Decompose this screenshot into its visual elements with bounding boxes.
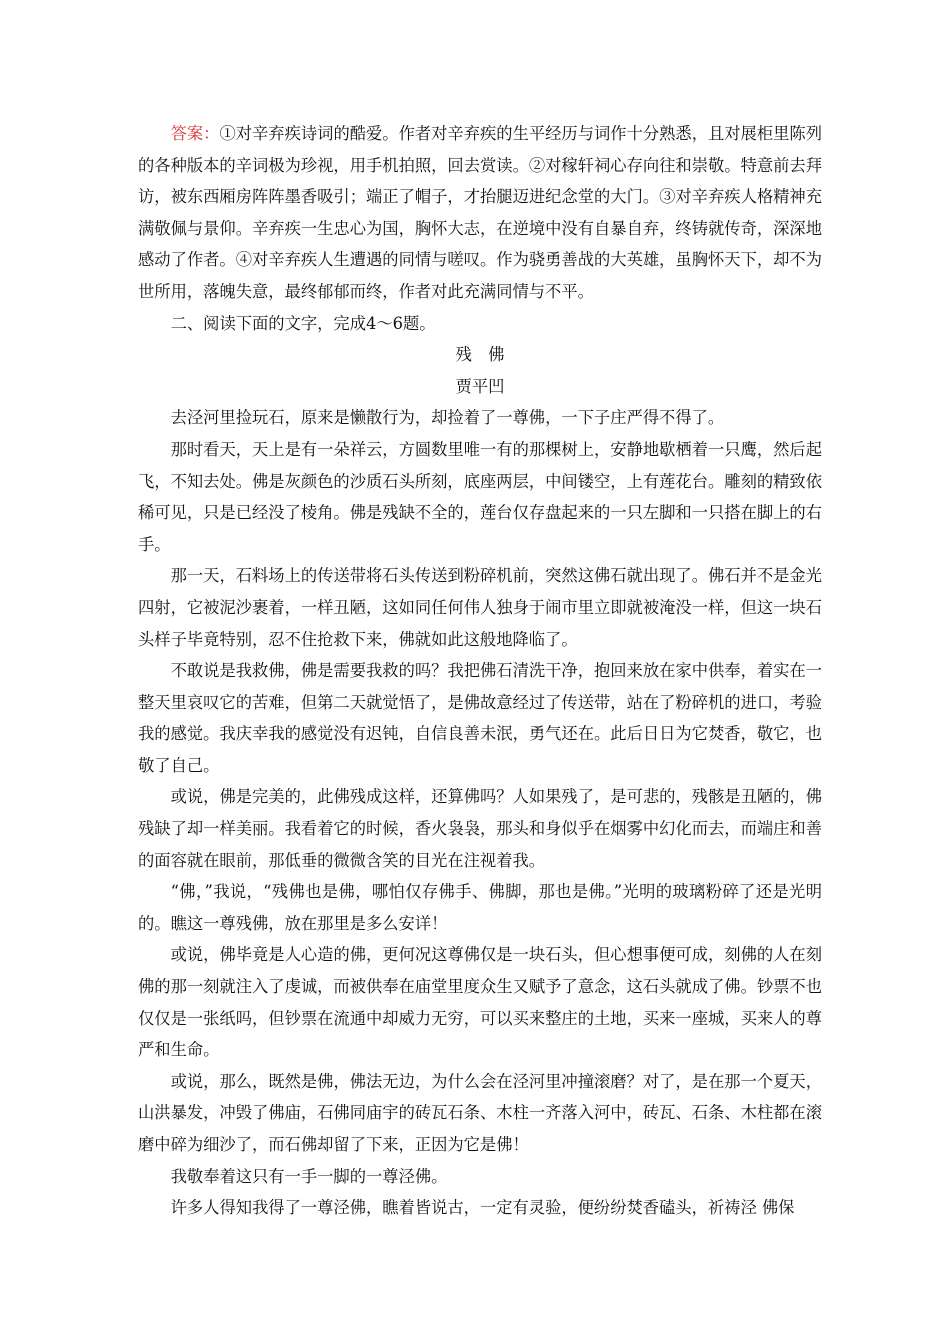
answer-text: ①对辛弃疾诗词的酷爱。作者对辛弃疾的生平经历与词作十分熟悉，且对展柜里陈列的各种版本的辛词极为珍视，用手机拍照，回去赏读。②对稼轩祠心存向往和崇敬。特意前去拜访，被东西厢房阵阵墨香吸引；端正了帽子，才抬腿迈进纪念堂的大门。③对辛弃疾人格精神充满敬佩与景仰。辛弃疾一生忠心为国，胸怀大志，在逆境中没有自暴自弃，终铸就传奇，深深地感动了作者。④对辛弃疾人生遭遇的同情与嗟叹。作为骁勇善战的大英雄，虽胸怀天下，却不为世所用，落魄失意，最终郁郁而终，作者对此充满同情与不平。 xyxy=(138,124,822,301)
body-paragraph: 那一天，石料场上的传送带将石头传送到粉碎机前，突然这佛石就出现了。佛石并不是金光四射，它被泥沙裹着，一样丑陋，这如同任何伟人独身于闹市里立即就被淹没一样，但这一块石头样子毕竟特别，忍不住抢救下来，佛就如此这般地降临了。 xyxy=(138,566,822,649)
body-paragraph: 或说，佛毕竟是人心造的佛，更何况这尊佛仅是一块石头，但心想事便可成，刻佛的人在刻佛的那一刻就注入了虔诚，而被供奉在庙堂里度众生又赋予了意念，这石头就成了佛。钞票不也仅仅是一张纸吗，但钞票在流通中却威力无穷，可以买来整庄的土地，买来一座城，买来人的尊严和生命。 xyxy=(138,945,822,1060)
body-paragraph: 或说，那么，既然是佛，佛法无边，为什么会在泾河里冲撞滚磨？对了，是在那一个夏天，山洪暴发，冲毁了佛庙，石佛同庙宇的砖瓦石条、木柱一齐落入河中，砖瓦、石条、木柱都在滚磨中碎为细沙了，而石佛却留了下来，正因为它是佛！ xyxy=(138,1071,822,1154)
body-paragraph: 不敢说是我救佛，佛是需要我救的吗？我把佛石清洗干净，抱回来放在家中供奉，着实在一整天里哀叹它的苦难，但第二天就觉悟了，是佛故意经过了传送带，站在了粉碎机的进口，考验我的感觉。我庆幸我的感觉没有迟钝，自信良善未泯，勇气还在。此后日日为它焚香，敬它，也敬了自己。 xyxy=(138,661,822,775)
body-paragraph: 那时看天，天上是有一朵祥云，方圆数里唯一有的那棵树上，安静地歇栖着一只鹰，然后起飞，不知去处。佛是灰颜色的沙质石头所刻，底座两层，中间镂空，上有莲花台。雕刻的精致依稀可见，只是已经没了棱角。佛是残缺不全的，莲台仅存盘起来的一只左脚和一只搭在脚上的右手。 xyxy=(138,439,822,554)
body-paragraph: 许多人得知我得了一尊泾佛，瞧着皆说古，一定有灵验，便纷纷焚香磕头，祈祷泾 佛保 xyxy=(170,1198,795,1218)
text-column xyxy=(138,118,822,1224)
body-paragraph: 去泾河里捡玩石，原来是懒散行为，却捡着了一尊佛，一下子庄严得不得了。 xyxy=(170,408,725,428)
section-heading: 二、阅读下面的文字，完成4～6题。 xyxy=(170,313,436,333)
article-author: 贾平凹 xyxy=(455,376,505,396)
article-title: 残佛 xyxy=(455,345,521,365)
body-paragraph: 我敬奉着这只有一手一脚的一尊泾佛。 xyxy=(170,1166,448,1186)
body-paragraph: 或说，佛是完美的，此佛残成这样，还算佛吗？人如果残了，是可悲的，残骸是丑陋的，佛残缺了却一样美丽。我看着它的时候，香火袅袅，那头和身似乎在烟雾中幻化而去，而端庄和善的面容就在眼前，那低垂的微微含笑的目光在注视着我。 xyxy=(138,787,822,870)
answer-label: 答案： xyxy=(170,124,220,143)
body-paragraph: “佛，”我说，“残佛也是佛，哪怕仅存佛手、佛脚，那也是佛。”光明的玻璃粉碎了还是光明的。瞧这一尊残佛，放在那里是多么安详！ xyxy=(138,882,822,933)
answer-paragraph xyxy=(138,118,822,308)
